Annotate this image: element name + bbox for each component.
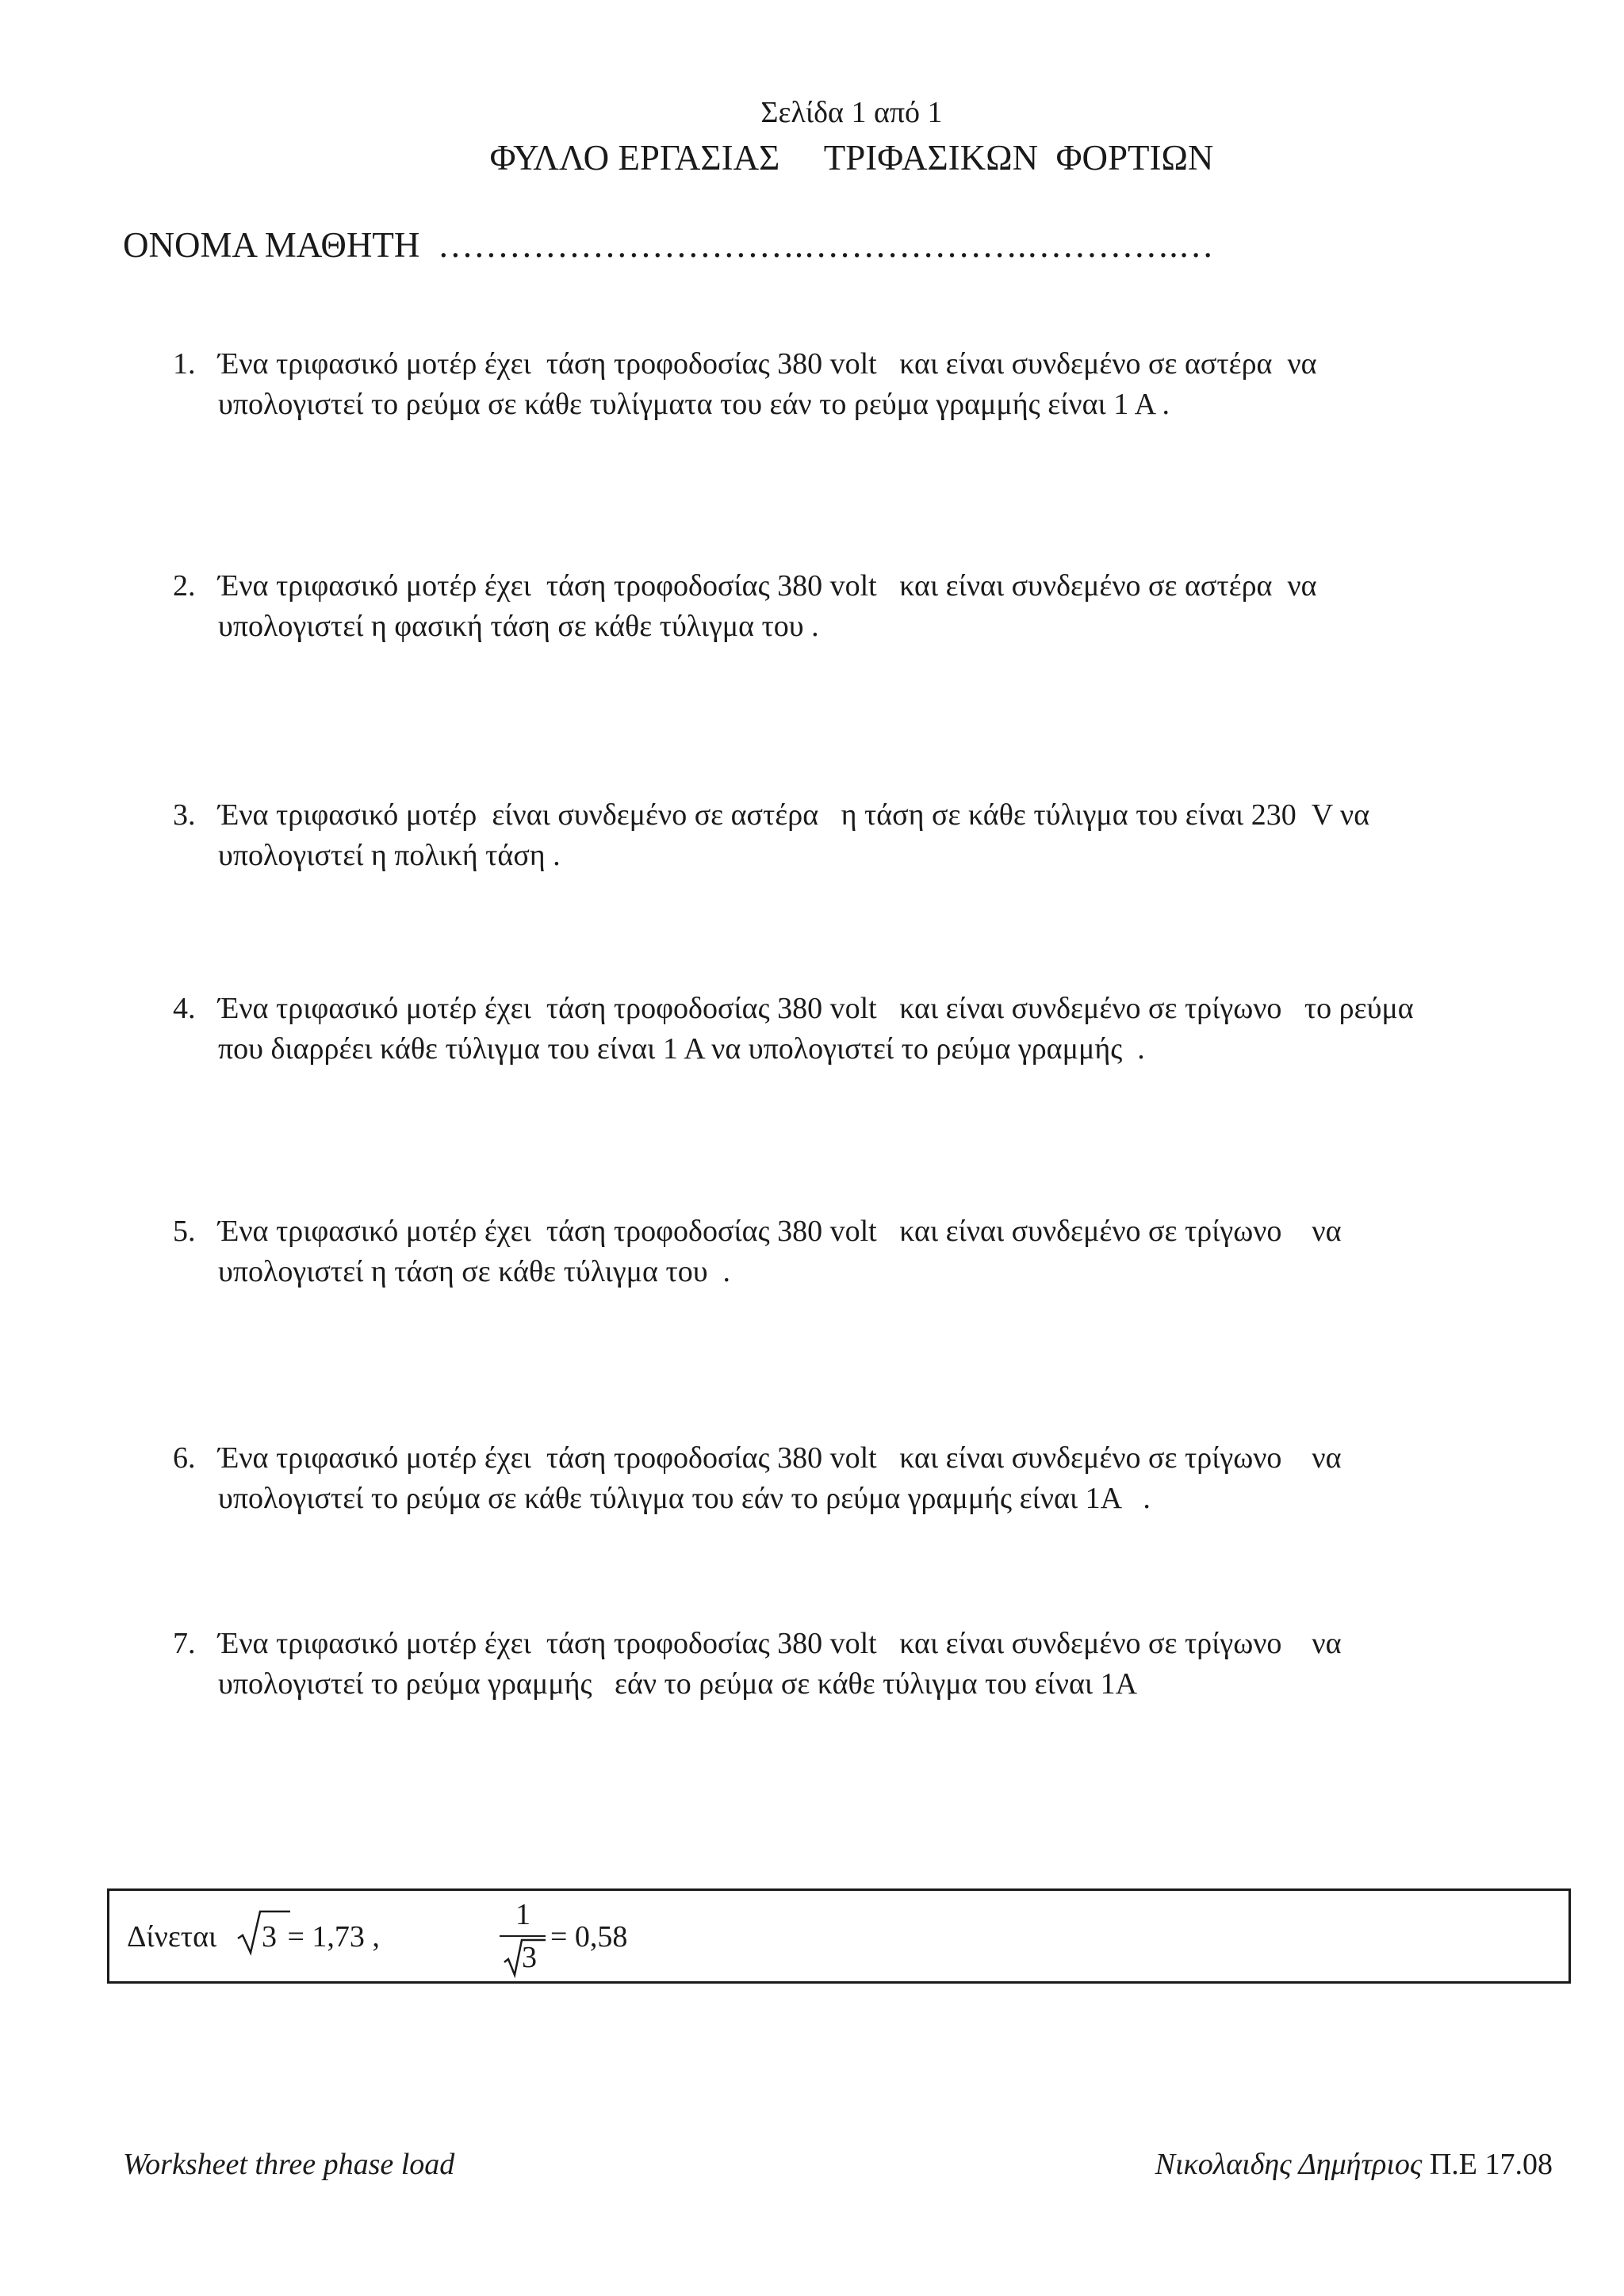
fraction-value: = 0,58 xyxy=(550,1920,628,1954)
question-text: Ένα τριφασικό μοτέρ έχει τάση τροφοδοσίας 380 volt και είναι συνδεμένο σε τρίγωνο να υπολογιστεί το ρεύμα σε κάθε τύλιγμα του εάν το ρεύμα γραμμής είναι 1Α . xyxy=(218,1441,1342,1515)
page-number: Σελίδα 1 από 1 xyxy=(760,96,943,129)
question-number: 4. xyxy=(173,992,196,1025)
reciprocal-sqrt-fraction xyxy=(500,1897,547,1980)
footer-title: Worksheet three phase load xyxy=(123,2148,455,2181)
question-number: 3. xyxy=(173,798,196,832)
given-values-box xyxy=(107,1888,1571,1984)
sqrt-radicand: 3 xyxy=(262,1920,277,1954)
question-text: Ένα τριφασικό μοτέρ έχει τάση τροφοδοσίας 380 volt και είναι συνδεμένο σε τρίγωνο το ρεύμα που διαρρέει κάθε τύλιγμα του είναι 1 Α να υπολογιστεί το ρεύμα γραμμής . xyxy=(218,992,1414,1066)
question-number: 6. xyxy=(173,1441,196,1475)
question-text: Ένα τριφασικό μοτέρ έχει τάση τροφοδοσίας 380 volt και είναι συνδεμένο σε αστέρα να υπολογιστεί το ρεύμα σε κάθε τυλίγματα του εάν το ρεύμα γραμμής είναι 1 Α . xyxy=(218,347,1317,421)
footer-author xyxy=(1155,2145,1553,2183)
author-name: Νικολαιδης Δημήτριος xyxy=(1155,2148,1423,2181)
author-code: Π.Ε 17.08 xyxy=(1422,2148,1553,2181)
fraction-numerator: 1 xyxy=(515,1898,530,1931)
fraction-bar xyxy=(500,1935,546,1937)
question-text: Ένα τριφασικό μοτέρ έχει τάση τροφοδοσίας 380 volt και είναι συνδεμένο σε αστέρα να υπολογιστεί η φασική τάση σε κάθε τύλιγμα του . xyxy=(218,569,1317,643)
question-number: 5. xyxy=(173,1215,196,1248)
question-text: Ένα τριφασικό μοτέρ είναι συνδεμένο σε αστέρα η τάση σε κάθε τύλιγμα του είναι 230 V να υπολογιστεί η πολική τάση . xyxy=(218,798,1370,872)
question-text: Ένα τριφασικό μοτέρ έχει τάση τροφοδοσίας 380 volt και είναι συνδεμένο σε τρίγωνο να υπολογιστεί το ρεύμα γραμμής εάν το ρεύμα σε κάθε τύλιγμα του είναι 1Α xyxy=(218,1627,1342,1701)
question-text: Ένα τριφασικό μοτέρ έχει τάση τροφοδοσίας 380 volt και είναι συνδεμένο σε τρίγωνο να υπολογιστεί η τάση σε κάθε τύλιγμα του . xyxy=(218,1215,1342,1288)
given-label: Δίνεται xyxy=(127,1920,217,1954)
question-number: 1. xyxy=(173,347,196,381)
sqrt-value: = 1,73 , xyxy=(280,1920,380,1954)
page-header xyxy=(0,94,1624,181)
page-title: ΦΥΛΛΟ ΕΡΓΑΣΙΑΣ ΤΡΙΦΑΣΙΚΩΝ ΦΟΡΤΙΩΝ xyxy=(489,138,1214,178)
question-number: 2. xyxy=(173,569,196,603)
fraction-radicand: 3 xyxy=(522,1941,537,1974)
question-number: 7. xyxy=(173,1627,196,1660)
student-name-line: ΟΝΟΜΑ ΜΑΘΗΤΗ ………………………….……………….………….… xyxy=(123,225,1214,265)
